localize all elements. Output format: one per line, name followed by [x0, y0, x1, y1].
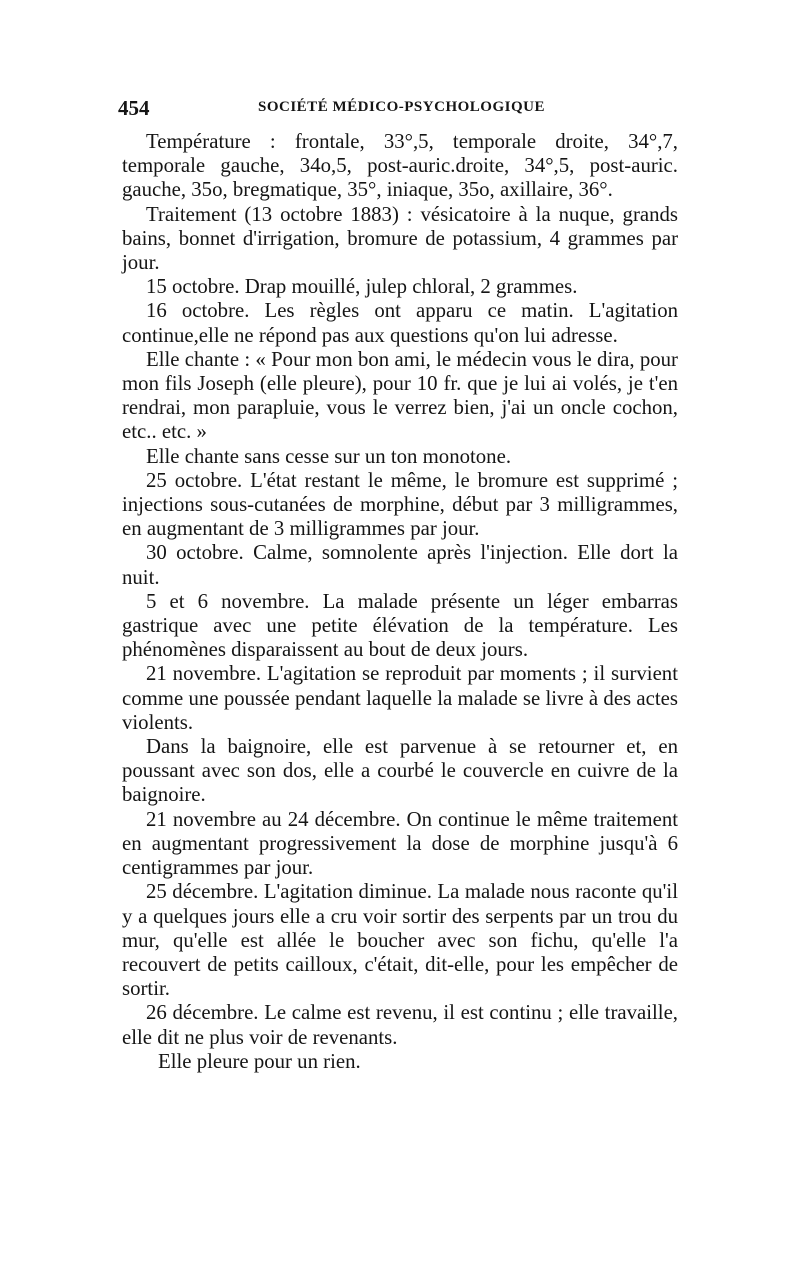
body-text	[122, 130, 678, 1074]
paragraph-treatment: Traitement (13 octobre 1883) : vésicatoire à la nuque, grands bains, bonnet d'irrigation, bromure de potassium, 4 grammes par jour.	[122, 202, 678, 275]
paragraph-cries: Elle pleure pour un rien.	[158, 1049, 361, 1073]
paragraph-5-6-november: 5 et 6 novembre. La malade présente un léger embarras gastrique avec une petite élévation de la température. Les phénomènes disparaissent au bout de deux jours.	[122, 589, 678, 662]
paragraph-15-october: 15 octobre. Drap mouillé, julep chloral, 2 grammes.	[146, 275, 578, 299]
paragraph-26-december: 26 décembre. Le calme est revenu, il est continu ; elle travaille, elle dit ne plus voir de revenants.	[122, 1001, 678, 1049]
paragraph-21-november: 21 novembre. L'agitation se reproduit par moments ; il survient comme une poussée pendant laquelle la malade se livre à des actes violents.	[122, 662, 678, 734]
paragraph-21-nov-24-dec: 21 novembre au 24 décembre. On continue le même traitement en augmentant progressivement la dose de morphine jusqu'à 6 centigrammes par jour.	[122, 807, 678, 880]
page-header	[118, 96, 678, 126]
paragraph-temperature: Température : frontale, 33°,5, temporale droite, 34°,7, temporale gauche, 34o,5, post-auric.droite, 34°,5, post-auric. gauche, 35o, bregmatique, 35°, iniaque, 35o, axillaire, 36°.	[122, 130, 678, 202]
paragraph-16-october: 16 octobre. Les règles ont apparu ce matin. L'agitation continue,elle ne répond pas aux questions qu'on lui adresse.	[122, 299, 678, 347]
paragraph-30-october: 30 octobre. Calme, somnolente après l'injection. Elle dort la nuit.	[122, 541, 678, 589]
paragraph-song: Elle chante : « Pour mon bon ami, le médecin vous le dira, pour mon fils Joseph (elle pleure), pour 10 fr. que je lui ai volés, je t'en rendrai, mon parapluie, vous le verrez bien, j'ai un oncle cochon, etc.. etc. »	[122, 347, 678, 444]
paragraph-25-october: 25 octobre. L'état restant le même, le bromure est supprimé ; injections sous-cutanées de morphine, début par 3 milligrammes, en augmentant de 3 milligrammes par jour.	[122, 468, 678, 541]
paragraph-bathtub: Dans la baignoire, elle est parvenue à se retourner et, en poussant avec son dos, elle a courbé le couvercle en cuivre de la baignoire.	[122, 735, 678, 807]
paragraph-25-december: 25 décembre. L'agitation diminue. La malade nous raconte qu'il y a quelques jours elle a cru voir sortir des serpents par un trou du mur, qu'elle est allée le boucher avec son fichu, qu'elle l'a recouvert de petits cailloux, c'était, dit-elle, pour les empêcher de sortir.	[122, 880, 678, 1001]
paragraph-monotone: Elle chante sans cesse sur un ton monotone.	[146, 444, 512, 468]
page-number: 454	[118, 96, 150, 120]
running-title: SOCIÉTÉ MÉDICO-PSYCHOLOGIQUE	[258, 99, 545, 115]
